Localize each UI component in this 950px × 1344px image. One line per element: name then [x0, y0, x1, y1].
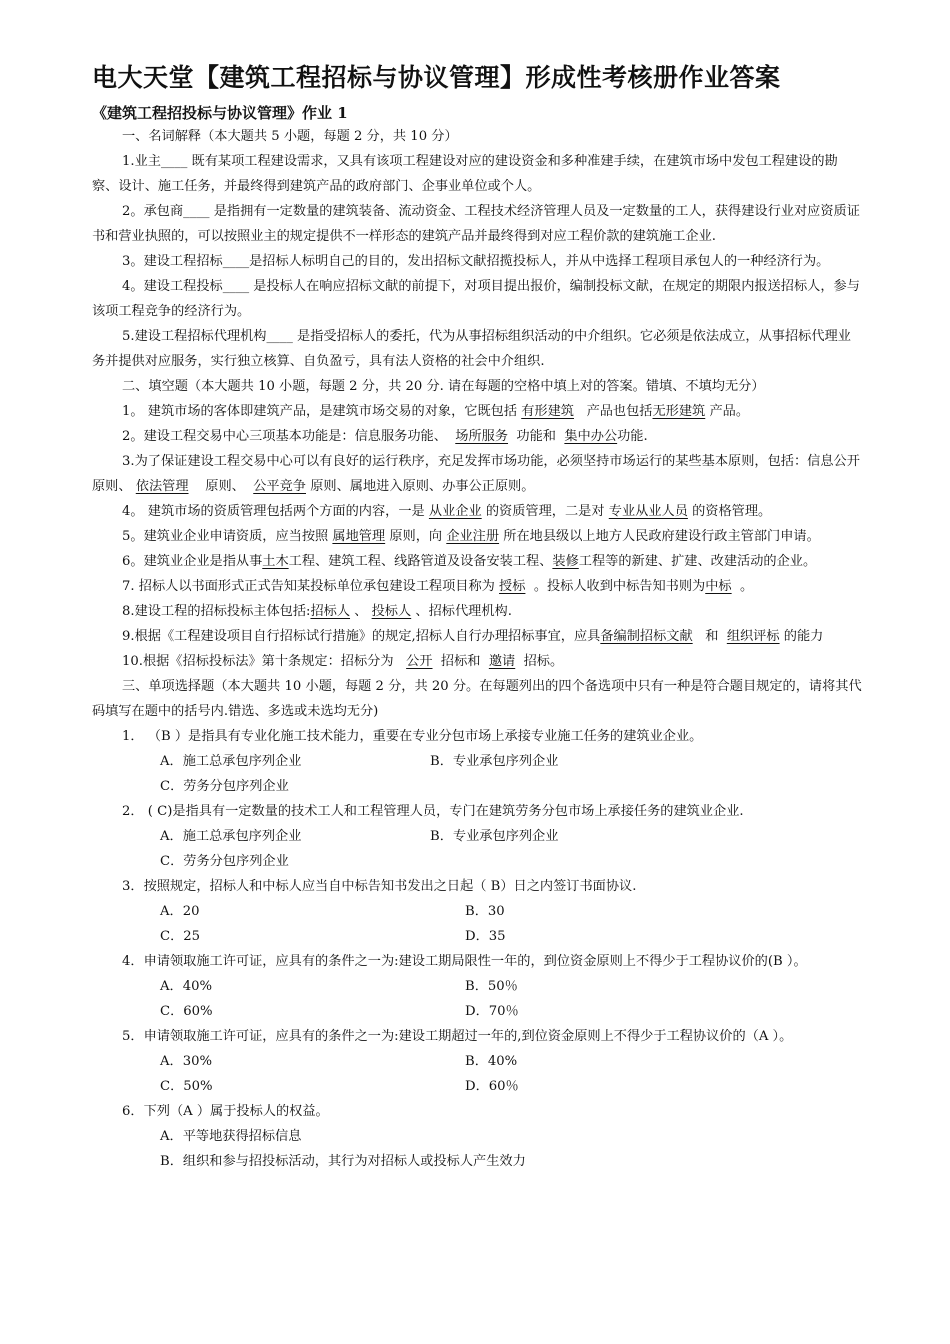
answer-blank: 有形建筑 [521, 404, 574, 419]
answer-blank: 备编制招标文献 [600, 629, 693, 644]
fill-blank-item: 8.建设工程的招标投标主体包括:招标人 、 投标人 、招标代理机构. [122, 604, 512, 619]
choice-option: A．平等地获得招标信息 [160, 1129, 302, 1144]
choice-option: B．专业承包序列企业 [430, 829, 559, 844]
fill-blank-item: 4。 建筑市场的资质管理包括两个方面的内容，一是 从业企业 的资质管理，二是对 专业从业人员 的资格管理。 [122, 504, 772, 519]
choice-options-row [92, 824, 864, 849]
choice-question: 2． ( C)是指具有一定数量的技术工人和工程管理人员，专门在建筑劳务分包市场上承接任务的建筑业企业. [122, 804, 744, 819]
choice-option: C．劳务分包序列企业 [160, 854, 289, 869]
choice-option: A．30% [160, 1054, 213, 1069]
choice-option: C．60% [160, 1004, 213, 1019]
answer-blank: 投标人 [371, 604, 412, 619]
choice-option: D．60％ [465, 1079, 519, 1094]
answer-blank: 装修 [552, 554, 579, 569]
choice-option: B．50％ [465, 979, 518, 994]
answer-blank: 从业企业 [428, 504, 482, 519]
choice-option: B．40% [465, 1054, 518, 1069]
answer-blank: 企业注册 [446, 529, 500, 544]
choice-question: 5．申请领取施工许可证，应具有的条件之一为:建设工期超过一年的,到位资金原则上不得少于工程协议价的（A ）。 [122, 1029, 793, 1044]
choice-question: 1． （B ）是指具有专业化施工技术能力，重要在专业分包市场上承接专业施工任务的建筑业企业。 [122, 729, 703, 744]
choice-option: C．25 [160, 929, 201, 944]
definition-item: 4。建设工程投标____ 是投标人在响应招标文献的前提下，对项目提出报价，编制投标文献，在规定的期限内报送招标人，参与该项工程竞争的经济行为。 [92, 279, 860, 319]
section-heading-definitions: 一、名词解释（本大题共 5 小题，每题 2 分，共 10 分） [122, 129, 458, 144]
choice-option: B．专业承包序列企业 [430, 754, 559, 769]
fill-blank-item: 6。建筑业企业是指从事土木工程、建筑工程、线路管道及设备安装工程、装修工程等的新建、扩建、改建活动的企业。 [122, 554, 817, 569]
choice-question: 6．下列（A ）属于投标人的权益。 [122, 1104, 329, 1119]
fill-blank-item: 3.为了保证建设工程交易中心可以有良好的运行秩序，充足发挥市场功能，必须坚持市场运行的某些基本原则，包括：信息公开原则、 依法管理 原则、 公平竞争 原则、属地进入原则、办事公正原则。 [92, 454, 860, 494]
assignment-subtitle: 《建筑工程招投标与协议管理》作业 1 [92, 104, 348, 122]
choice-option: C．劳务分包序列企业 [160, 779, 289, 794]
answer-blank: 专业从业人员 [608, 504, 688, 519]
choice-option: A．施工总承包序列企业 [160, 829, 302, 844]
section-heading-fill-blank: 二、填空题（本大题共 10 小题，每题 2 分，共 20 分. 请在每题的空格中填上对的答案。错填、不填均无分） [122, 379, 765, 394]
answer-blank: 授标 [499, 579, 526, 594]
answer-blank: 无形建筑 [652, 404, 706, 419]
choice-options-row [92, 1074, 864, 1099]
choice-options-row [92, 999, 864, 1024]
fill-blank-item: 9.根据《工程建设项目自行招标试行措施》的规定,招标人自行办理招标事宜，应具备编制招标文献 和 组织评标 的能力 [122, 629, 824, 644]
choice-option: D．35 [465, 929, 506, 944]
section-heading-multiple-choice: 三、单项选择题（本大题共 10 小题，每题 2 分，共 20 分。在每题列出的四个备选项中只有一种是符合题目规定的，请将其代码填写在题中的括号内.错选、多选或未选均无分) [92, 679, 862, 719]
fill-blank-item: 7. 招标人以书面形式正式告知某投标单位承包建设工程项目称为 授标 。投标人收到中标告知书则为中标 。 [122, 579, 754, 594]
answer-blank: 中标 [705, 579, 732, 594]
fill-blank-item: 5。建筑业企业申请资质，应当按照 属地管理 原则，向 企业注册 所在地县级以上地方人民政府建设行政主管部门申请。 [122, 529, 820, 544]
definition-item: 5.建设工程招标代理机构____ 是指受招标人的委托，代为从事招标组织活动的中介组织。它必须是依法成立，从事招标代理业务并提供对应服务，实行独立核算、自负盈亏，具有法人资格的社会中介组织. [92, 329, 851, 369]
choice-option: A．40% [160, 979, 213, 994]
choice-options-row [92, 899, 864, 924]
answer-blank: 组织评标 [726, 629, 780, 644]
choice-option: B．组织和参与招投标活动，其行为对招标人或投标人产生效力 [160, 1154, 526, 1169]
fill-blank-item: 10.根据《招标投标法》第十条规定：招标分为 公开 招标和 邀请 招标。 [122, 654, 564, 669]
answer-blank: 招标人 [310, 604, 351, 619]
choice-options-row [92, 1049, 864, 1074]
answer-blank: 集中办公 [564, 429, 618, 444]
document-title: 电大天堂【建筑工程招标与协议管理】形成性考核册作业答案 [92, 63, 781, 92]
choice-option: A．20 [160, 904, 200, 919]
answer-blank: 邀请 [488, 654, 516, 669]
choice-option: B．30 [465, 904, 505, 919]
document-body [92, 124, 864, 1174]
choice-question: 3．按照规定，招标人和中标人应当自中标告知书发出之日起（ B）日之内签订书面协议. [122, 879, 637, 894]
choice-option: C．50% [160, 1079, 213, 1094]
choice-option: A．施工总承包序列企业 [160, 754, 302, 769]
answer-blank: 属地管理 [332, 529, 386, 544]
choice-options-row [92, 749, 864, 774]
answer-blank: 场所服务 [455, 429, 509, 444]
choice-options-row [92, 924, 864, 949]
definition-item: 2。承包商____ 是指拥有一定数量的建筑装备、流动资金、工程技术经济管理人员及一定数量的工人，获得建设行业对应资质证书和营业执照的，可以按照业主的规定提供不一样形态的建筑产品并最终得到对应工程价款的建筑施工企业. [92, 204, 860, 244]
answer-blank: 依法管理 [135, 479, 189, 494]
choice-question: 4．申请领取施工许可证，应具有的条件之一为:建设工期局限性一年的，到位资金原则上不得少于工程协议价的(B ）。 [122, 954, 807, 969]
fill-blank-item: 2。建设工程交易中心三项基本功能是：信息服务功能、 场所服务 功能和 集中办公功能. [122, 429, 648, 444]
definition-item: 3。建设工程招标____是招标人标明自己的目的，发出招标文献招揽投标人，并从中选择工程项目承包人的一种经济行为。 [122, 254, 830, 269]
fill-blank-item: 1。 建筑市场的客体即建筑产品，是建筑市场交易的对象，它既包括 有形建筑 产品也包括无形建筑 产品。 [122, 404, 750, 419]
definition-item: 1.业主____ 既有某项工程建设需求，又具有该项工程建设对应的建设资金和多种准建手续，在建筑市场中发包工程建设的勘察、设计、施工任务，并最终得到建筑产品的政府部门、企事业单位或个人。 [92, 154, 838, 194]
answer-blank: 公平竞争 [253, 479, 306, 494]
choice-option: D．70％ [465, 1004, 519, 1019]
answer-blank: 土木 [262, 554, 289, 569]
choice-options-row [92, 974, 864, 999]
answer-blank: 公开 [406, 654, 433, 669]
